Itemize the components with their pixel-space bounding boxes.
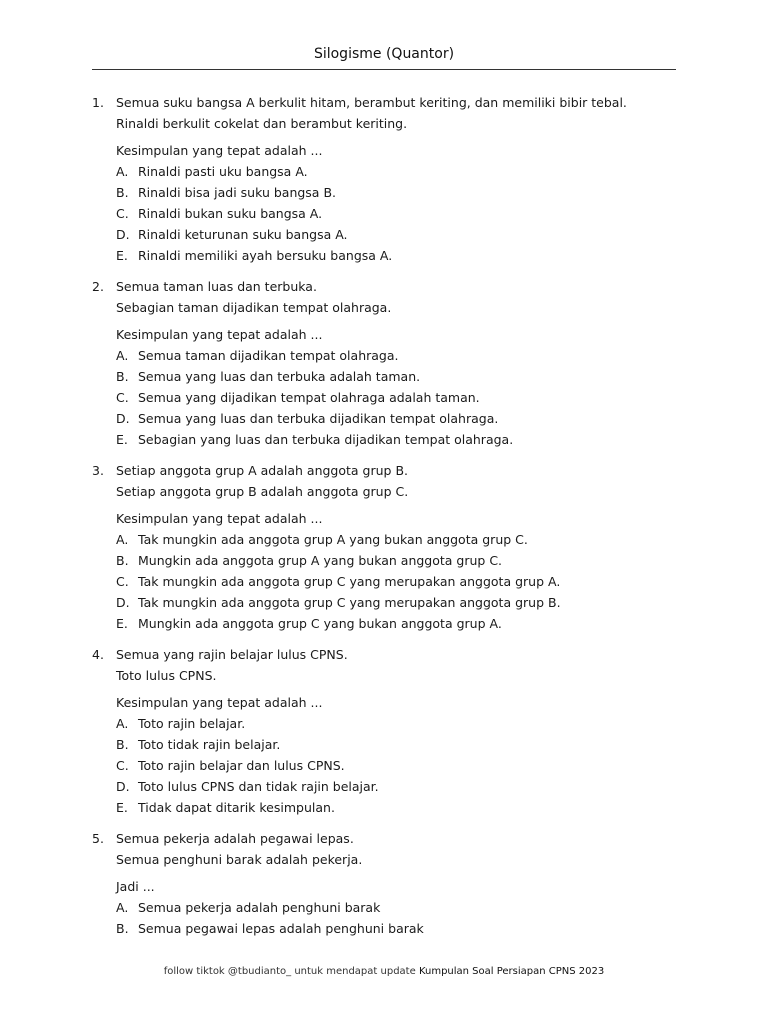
option-letter: E. (116, 432, 128, 447)
question-prompt: Kesimpulan yang tepat adalah ... (116, 143, 323, 158)
option-text: Toto tidak rajin belajar. (138, 737, 281, 752)
option-text: Toto rajin belajar. (138, 716, 246, 731)
answer-options (116, 345, 682, 450)
footer-highlight: Kumpulan Soal Persiapan CPNS 2023 (418, 966, 605, 977)
answer-option-a (116, 897, 682, 918)
answer-options (116, 161, 682, 266)
title-divider (92, 69, 676, 70)
question-number: 5. (92, 831, 104, 846)
premise: Setiap anggota grup A adalah anggota grup B. (116, 463, 408, 478)
option-letter: C. (116, 574, 129, 589)
option-letter: E. (116, 800, 128, 815)
premise: Semua penghuni barak adalah pekerja. (116, 852, 363, 867)
option-letter: D. (116, 411, 130, 426)
option-text: Tak mungkin ada anggota grup C yang merupakan anggota grup A. (138, 574, 561, 589)
option-letter: A. (116, 348, 129, 363)
option-text: Rinaldi keturunan suku bangsa A. (138, 227, 348, 242)
answer-option-c (116, 387, 682, 408)
question-number: 2. (92, 279, 104, 294)
option-text: Semua yang luas dan terbuka adalah taman. (138, 369, 421, 384)
option-text: Toto lulus CPNS dan tidak rajin belajar. (138, 779, 379, 794)
premise: Semua suku bangsa A berkulit hitam, berambut keriting, dan memiliki bibir tebal. (116, 95, 627, 110)
option-letter: A. (116, 716, 129, 731)
answer-options (116, 529, 682, 634)
answer-option-a (116, 161, 682, 182)
premise: Toto lulus CPNS. (116, 668, 217, 683)
answer-option-c (116, 571, 682, 592)
option-letter: B. (116, 185, 129, 200)
option-letter: B. (116, 921, 129, 936)
option-text: Rinaldi bisa jadi suku bangsa B. (138, 185, 336, 200)
answer-option-a (116, 529, 682, 550)
question-5 (92, 828, 682, 939)
option-text: Tidak dapat ditarik kesimpulan. (138, 800, 335, 815)
answer-option-e (116, 613, 682, 634)
option-text: Semua yang luas dan terbuka dijadikan tempat olahraga. (138, 411, 499, 426)
premise: Rinaldi berkulit cokelat dan berambut keriting. (116, 116, 408, 131)
answer-option-d (116, 408, 682, 429)
answer-option-b (116, 550, 682, 571)
answer-options (116, 897, 682, 939)
option-letter: D. (116, 595, 130, 610)
page-title: Silogisme (Quantor) (313, 46, 455, 62)
answer-option-e (116, 245, 682, 266)
premise: Sebagian taman dijadikan tempat olahraga. (116, 300, 392, 315)
page-footer (0, 966, 768, 977)
answer-option-b (116, 918, 682, 939)
question-4 (92, 644, 682, 818)
option-letter: B. (116, 737, 129, 752)
option-text: Tak mungkin ada anggota grup A yang bukan anggota grup C. (138, 532, 528, 547)
question-prompt: Kesimpulan yang tepat adalah ... (116, 327, 323, 342)
answer-option-b (116, 182, 682, 203)
option-text: Tak mungkin ada anggota grup C yang merupakan anggota grup B. (138, 595, 561, 610)
question-prompt: Jadi ... (116, 879, 155, 894)
answer-option-d (116, 592, 682, 613)
answer-option-e (116, 429, 682, 450)
answer-option-a (116, 713, 682, 734)
option-letter: A. (116, 900, 129, 915)
option-letter: D. (116, 779, 130, 794)
question-3 (92, 460, 682, 634)
question-1 (92, 92, 682, 266)
answer-option-e (116, 797, 682, 818)
option-text: Mungkin ada anggota grup A yang bukan anggota grup C. (138, 553, 503, 568)
answer-option-b (116, 366, 682, 387)
answer-option-d (116, 224, 682, 245)
option-letter: A. (116, 532, 129, 547)
answer-option-c (116, 755, 682, 776)
question-number: 4. (92, 647, 104, 662)
question-2 (92, 276, 682, 450)
option-letter: B. (116, 553, 129, 568)
option-letter: E. (116, 248, 128, 263)
option-letter: B. (116, 369, 129, 384)
option-letter: E. (116, 616, 128, 631)
option-letter: C. (116, 758, 129, 773)
option-text: Rinaldi bukan suku bangsa A. (138, 206, 323, 221)
option-text: Mungkin ada anggota grup C yang bukan anggota grup A. (138, 616, 502, 631)
option-text: Toto rajin belajar dan lulus CPNS. (138, 758, 345, 773)
footer-text: follow tiktok @tbudianto_ untuk mendapat update (163, 966, 416, 977)
option-text: Semua taman dijadikan tempat olahraga. (138, 348, 399, 363)
option-text: Rinaldi pasti uku bangsa A. (138, 164, 308, 179)
premise: Semua yang rajin belajar lulus CPNS. (116, 647, 348, 662)
option-text: Semua yang dijadikan tempat olahraga adalah taman. (138, 390, 480, 405)
premise: Semua taman luas dan terbuka. (116, 279, 317, 294)
option-letter: A. (116, 164, 129, 179)
option-letter: D. (116, 227, 130, 242)
premise: Semua pekerja adalah pegawai lepas. (116, 831, 354, 846)
option-letter: C. (116, 390, 129, 405)
option-text: Semua pegawai lepas adalah penghuni barak (138, 921, 424, 936)
premise: Setiap anggota grup B adalah anggota grup C. (116, 484, 409, 499)
question-prompt: Kesimpulan yang tepat adalah ... (116, 695, 323, 710)
question-prompt: Kesimpulan yang tepat adalah ... (116, 511, 323, 526)
answer-option-a (116, 345, 682, 366)
answer-option-b (116, 734, 682, 755)
answer-option-c (116, 203, 682, 224)
option-text: Sebagian yang luas dan terbuka dijadikan tempat olahraga. (138, 432, 514, 447)
question-number: 3. (92, 463, 104, 478)
question-list (92, 92, 682, 949)
answer-option-d (116, 776, 682, 797)
answer-options (116, 713, 682, 818)
question-number: 1. (92, 95, 104, 110)
option-letter: C. (116, 206, 129, 221)
option-text: Rinaldi memiliki ayah bersuku bangsa A. (138, 248, 393, 263)
option-text: Semua pekerja adalah penghuni barak (138, 900, 381, 915)
